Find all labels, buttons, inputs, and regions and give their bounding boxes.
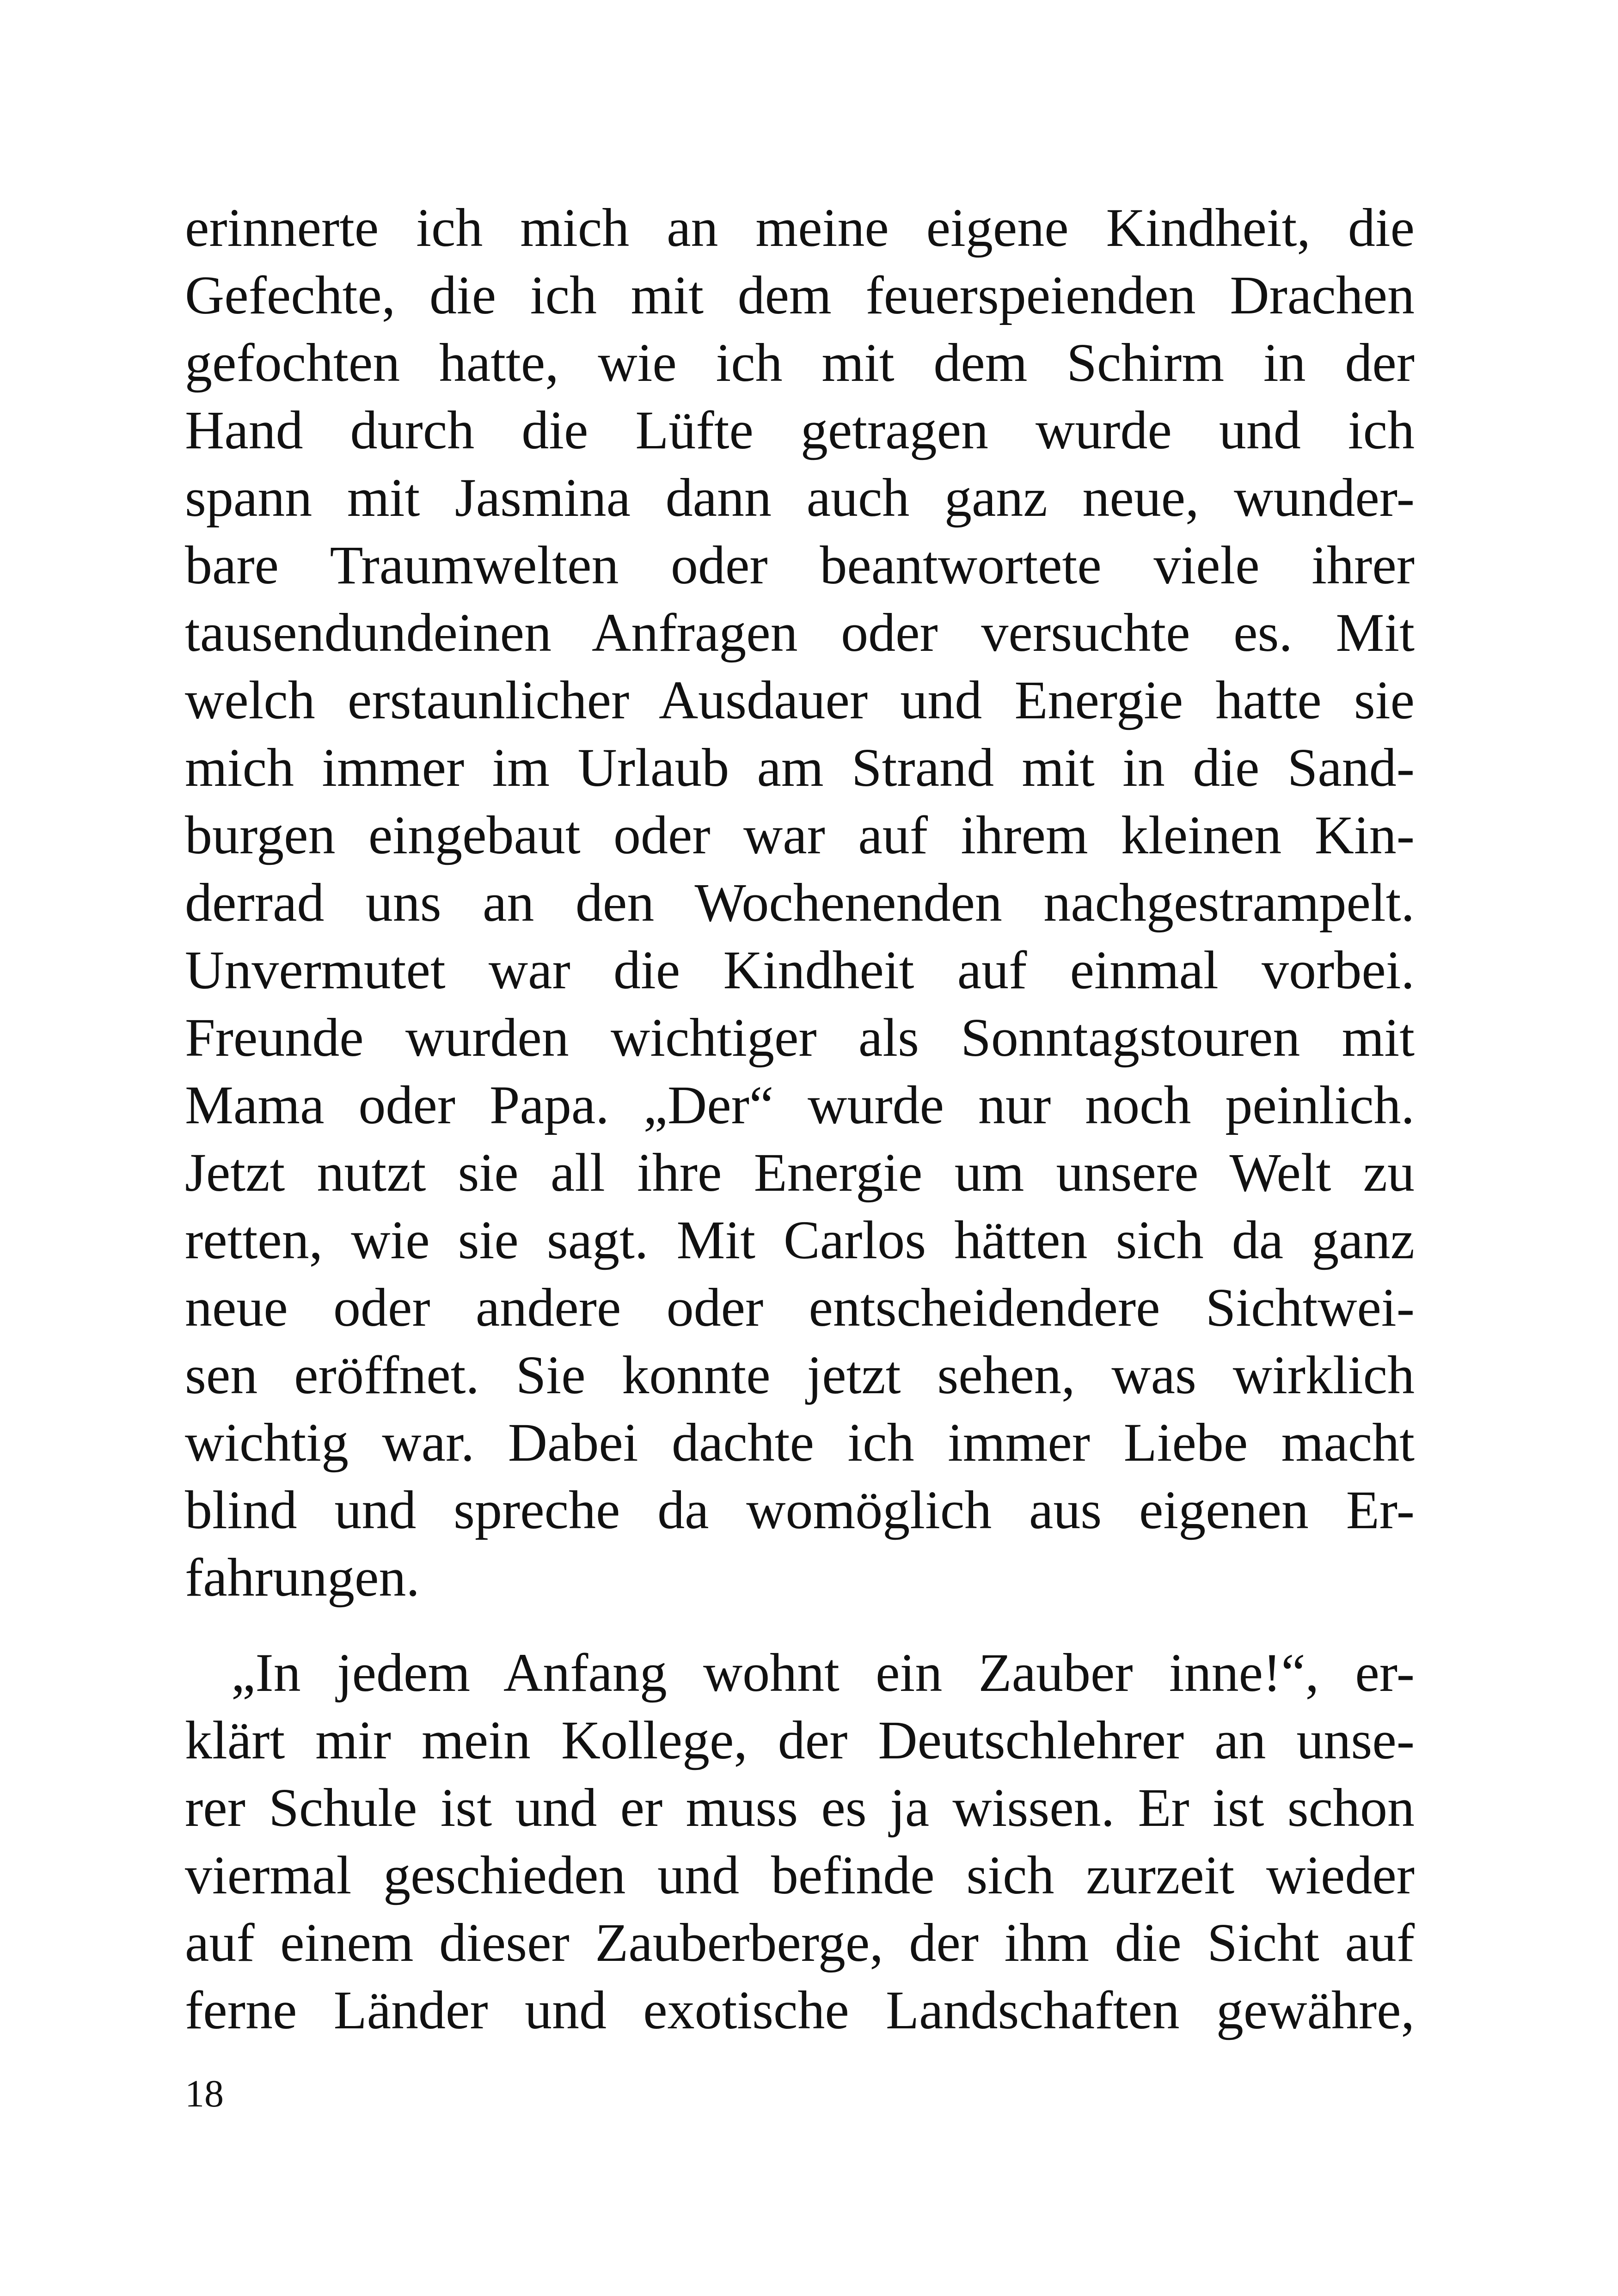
text-line: klärt mir mein Kollege, der Deutschlehrer an unse-: [185, 1710, 1415, 1770]
text-line: mich immer im Urlaub am Strand mit in die Sand-: [185, 737, 1415, 798]
text-line: burgen eingebaut oder war auf ihrem kleinen Kin-: [185, 805, 1415, 865]
text-line: Freunde wurden wichtiger als Sonntagstouren mit: [185, 1007, 1415, 1068]
text-line: Hand durch die Lüfte getragen wurde und ich: [185, 400, 1415, 460]
text-line: „In jedem Anfang wohnt ein Zauber inne!“, er-: [231, 1642, 1415, 1703]
text-line: tausendundeinen Anfragen oder versuchte es. Mit: [185, 602, 1415, 663]
body-text: [185, 194, 1415, 2044]
text-line: auf einem dieser Zauberberge, der ihm die Sicht auf: [185, 1912, 1415, 1973]
text-line: derrad uns an den Wochenenden nachgestrampelt.: [185, 872, 1415, 933]
text-line: Unvermutet war die Kindheit auf einmal vorbei.: [185, 940, 1415, 1000]
page-number: 18: [185, 2072, 224, 2115]
text-line: rer Schule ist und er muss es ja wissen. Er ist schon: [185, 1777, 1415, 1838]
text-line: bare Traumwelten oder beantwortete viele ihrer: [185, 535, 1415, 595]
text-line: wichtig war. Dabei dachte ich immer Liebe macht: [185, 1412, 1415, 1473]
text-line: retten, wie sie sagt. Mit Carlos hätten sich da ganz: [185, 1210, 1415, 1270]
text-line: Mama oder Papa. „Der“ wurde nur noch peinlich.: [185, 1075, 1415, 1135]
text-line: blind und spreche da womöglich aus eigenen Er-: [185, 1480, 1415, 1540]
text-line: gefochten hatte, wie ich mit dem Schirm in der: [185, 332, 1415, 393]
text-line: neue oder andere oder entscheidendere Sichtwei-: [185, 1277, 1415, 1338]
text-line: viermal geschieden und befinde sich zurzeit wieder: [185, 1845, 1415, 1905]
text-line: ferne Länder und exotische Landschaften gewähre,: [185, 1980, 1415, 2040]
paragraph-gap: [185, 1611, 1415, 1639]
text-line: erinnerte ich mich an meine eigene Kindheit, die: [185, 197, 1415, 258]
text-line: spann mit Jasmina dann auch ganz neue, wunder-: [185, 467, 1415, 528]
text-line: Gefechte, die ich mit dem feuerspeienden Drachen: [185, 265, 1415, 325]
text-line: welch erstaunlicher Ausdauer und Energie hatte sie: [185, 670, 1415, 730]
text-line: fahrungen.: [185, 1547, 420, 1608]
text-line: sen eröffnet. Sie konnte jetzt sehen, was wirklich: [185, 1345, 1415, 1405]
text-line: Jetzt nutzt sie all ihre Energie um unsere Welt zu: [185, 1142, 1415, 1203]
